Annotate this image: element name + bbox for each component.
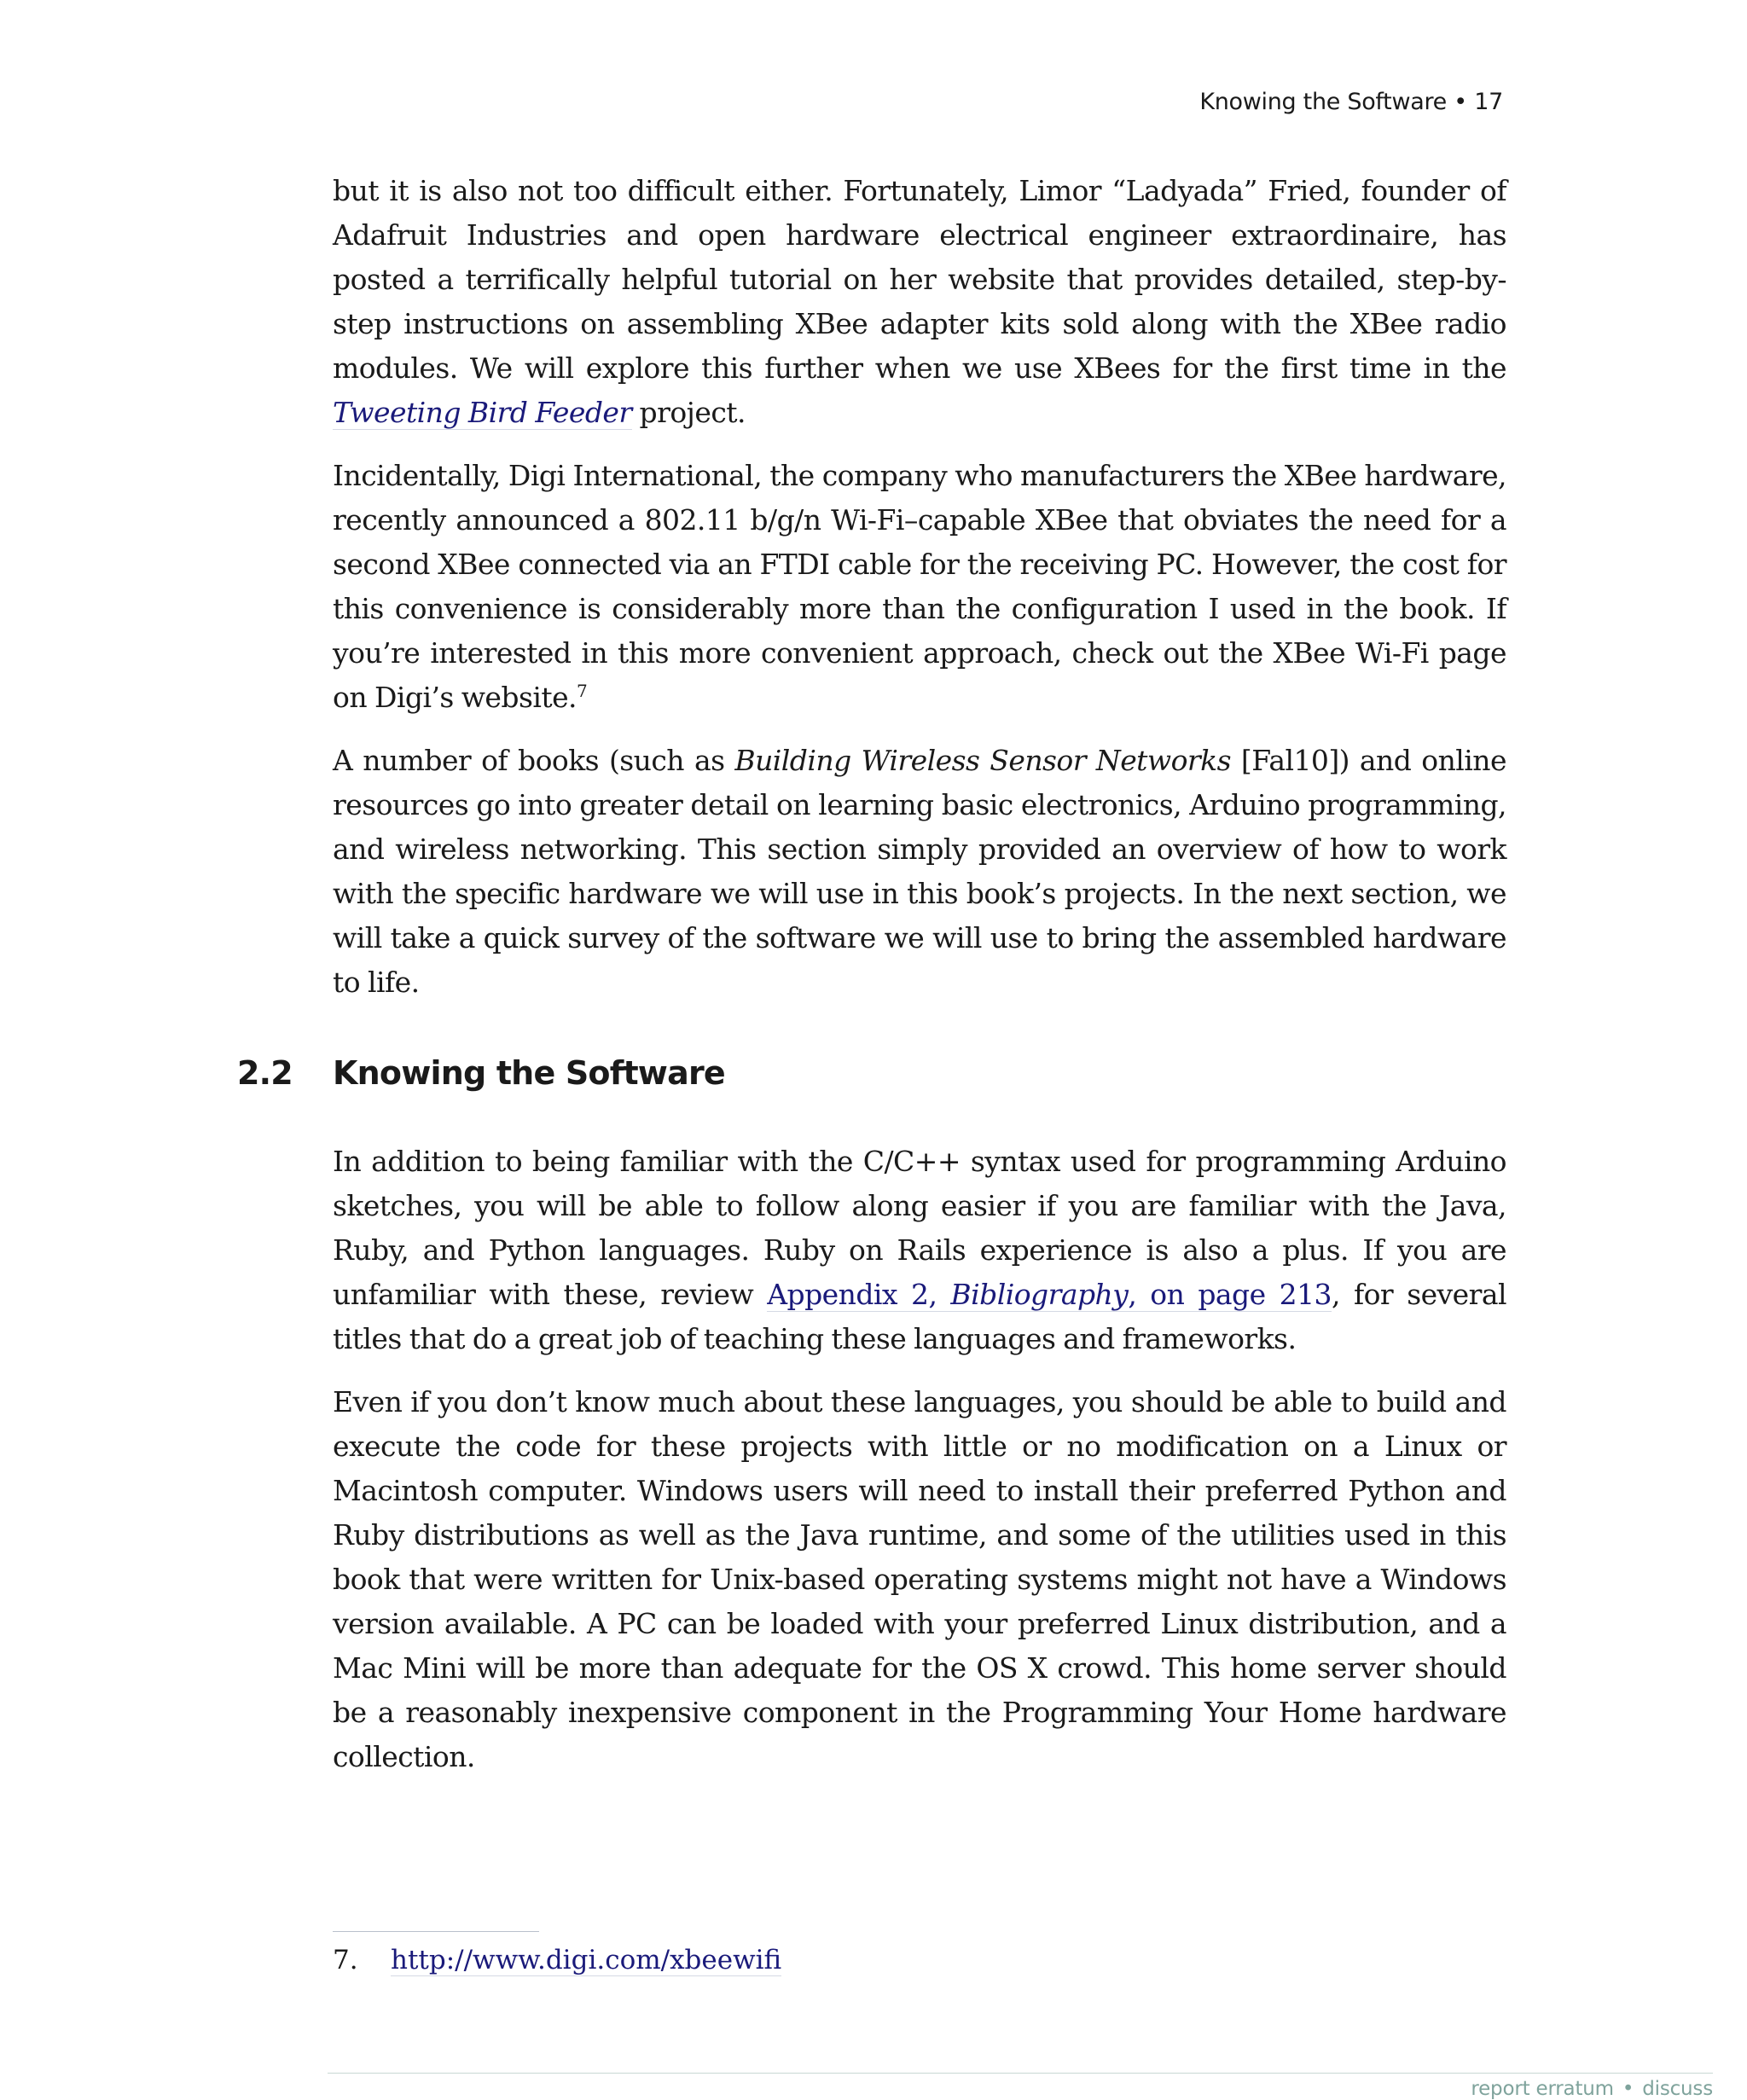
section-number: 2.2 (237, 1054, 293, 1092)
appendix-bibliography-link[interactable]: Appendix 2, Bibliography, on page 213 (767, 1278, 1332, 1311)
paragraph-2: Incidentally, Digi International, the company who manufacturers the XBee hardware, recently announced a 802.11 b/g/n Wi-Fi–capable XBee that obviates the need for a second XBee connected via an FTDI cable for the receiving PC. However, the cost for this convenience is considerably more than the configuration I used in the book. If you’re interested in this more convenient approach, check out the XBee Wi-Fi page on Digi’s website.$^7$ (333, 459, 1506, 714)
body-text-bottom (333, 1140, 1506, 1798)
footer-separator: • (1622, 2078, 1634, 2100)
section-heading (237, 1054, 725, 1092)
footnote-url-link[interactable]: http://www.digi.com/xbeewifi (391, 1945, 782, 1975)
footnote-ref-7[interactable]: 7 (577, 681, 588, 701)
footer-divider (328, 2073, 1713, 2074)
running-title: Knowing the Software (1199, 89, 1447, 115)
running-header (1199, 89, 1503, 115)
paragraph-4: In addition to being familiar with the C/C++ syntax used for programming Arduino sketches, you will be able to follow along easier if you are familiar with the Java, Ruby, and Python languages. Ruby on Rails experience is also a plus. If you are unfamiliar with these, review Appendix 2, Bibliography, on page 213, for several titles that do a great job of teaching these languages and frameworks. (333, 1145, 1506, 1355)
discuss-link[interactable]: discuss (1642, 2078, 1713, 2100)
footnote-number: 7. (333, 1945, 358, 1975)
paragraph-1: but it is also not too difficult either. Fortunately, Limor “Ladyada” Fried, founder of Adafruit Industries and open hardware electrical engineer extraordinaire, has posted a terrifically helpful tutorial on her website that provides detailed, step-by-step instructions on assembling XBee adapter kits sold along with the XBee radio modules. We will explore this further when we use XBees for the first time in the Tweeting Bird Feeder project. (333, 174, 1506, 429)
book-title: Building Wireless Sensor Networks (734, 744, 1231, 777)
tweeting-bird-feeder-link[interactable]: Tweeting Bird Feeder (333, 396, 632, 429)
footnote-divider (333, 1931, 539, 1932)
report-erratum-link[interactable]: report erratum (1471, 2078, 1614, 2100)
header-bullet: • (1454, 89, 1467, 115)
paragraph-5: Even if you don’t know much about these languages, you should be able to build and execute the code for these projects with little or no modification on a Linux or Macintosh computer. Windows users will need to install their preferred Python and Ruby distributions as well as the Java runtime, and some of the utilities used in this book that were written for Unix-based operating systems might not have a Windows version available. A PC can be loaded with your preferred Linux distribution, and a Mac Mini will be more than adequate for the OS X crowd. This home server should be a reasonably inexpensive component in the Programming Your Home hardware collection. (333, 1385, 1506, 1773)
page-number: 17 (1474, 89, 1503, 115)
footer-links (1471, 2078, 1713, 2100)
section-title: Knowing the Software (333, 1054, 725, 1092)
footnote-7 (333, 1940, 781, 1981)
body-text-top (333, 169, 1506, 1024)
paragraph-3: A number of books (such as Building Wireless Sensor Networks [Fal10]) and online resources go into greater detail on learning basic electronics, Arduino programming, and wireless networking. This section simply provided an overview of how to work with the specific hardware we will use in this book’s projects. In the next section, we will take a quick survey of the software we will use to bring the assembled hardware to life. (333, 744, 1506, 999)
